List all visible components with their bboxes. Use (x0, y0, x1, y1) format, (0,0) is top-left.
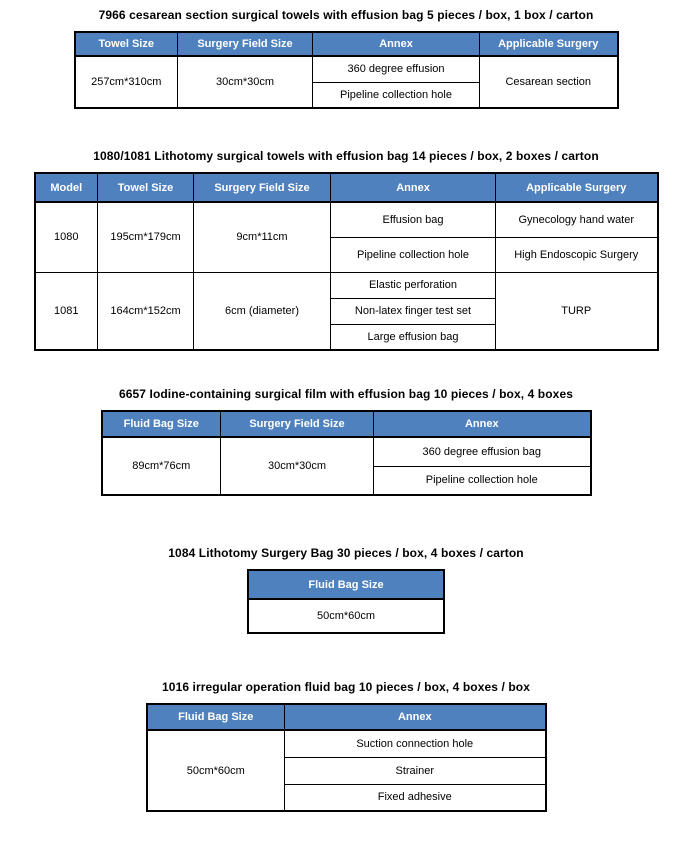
table-cell: Effusion bag (331, 202, 496, 237)
table-row (75, 56, 618, 82)
section-1080-1081 (0, 149, 692, 351)
column-header: Surgery Field Size (221, 411, 374, 437)
column-header: Annex (285, 704, 546, 730)
table-row (102, 437, 591, 466)
spec-table-1084 (247, 569, 445, 634)
table-cell: High Endoscopic Surgery (496, 237, 658, 272)
section-1016 (0, 680, 692, 812)
table-cell: Suction connection hole (285, 730, 546, 757)
table-cell: 1080 (35, 202, 98, 272)
table-cell: 50cm*60cm (147, 730, 285, 811)
table-cell: 30cm*30cm (178, 56, 313, 108)
table-cell: Pipeline collection hole (313, 82, 480, 108)
column-header: Surgery Field Size (194, 173, 331, 202)
section-title-1084: 1084 Lithotomy Surgery Bag 30 pieces / box, 4 boxes / carton (168, 546, 524, 560)
table-cell: 360 degree effusion bag (374, 437, 591, 466)
column-header: Annex (331, 173, 496, 202)
table-cell: 9cm*11cm (194, 202, 331, 272)
table-cell: Strainer (285, 757, 546, 784)
table-cell: Non-latex finger test set (331, 298, 496, 324)
table-cell: 164cm*152cm (98, 272, 194, 350)
column-header: Towel Size (75, 32, 178, 56)
section-6657 (0, 387, 692, 496)
table-cell: 257cm*310cm (75, 56, 178, 108)
table-cell: Pipeline collection hole (331, 237, 496, 272)
column-header: Fluid Bag Size (147, 704, 285, 730)
table-cell: Large effusion bag (331, 324, 496, 350)
column-header: Towel Size (98, 173, 194, 202)
spec-table-6657 (101, 410, 592, 496)
spec-table-1016 (146, 703, 547, 812)
column-header: Fluid Bag Size (248, 570, 444, 599)
section-title-1080-1081: 1080/1081 Lithotomy surgical towels with effusion bag 14 pieces / box, 2 boxes / carton (93, 149, 599, 163)
table-cell: 30cm*30cm (221, 437, 374, 495)
table-cell: 195cm*179cm (98, 202, 194, 272)
column-header: Annex (313, 32, 480, 56)
table-cell: 6cm (diameter) (194, 272, 331, 350)
section-title-6657: 6657 Iodine-containing surgical film with effusion bag 10 pieces / box, 4 boxes (118, 387, 573, 401)
table-row (147, 730, 546, 757)
table-row (35, 202, 658, 237)
table-cell: Cesarean section (480, 56, 618, 108)
column-header: Model (35, 173, 98, 202)
table-cell: Fixed adhesive (285, 784, 546, 811)
table-cell: 360 degree effusion (313, 56, 480, 82)
column-header: Applicable Surgery (480, 32, 618, 56)
section-title-1016: 1016 irregular operation fluid bag 10 pieces / box, 4 boxes / box (162, 680, 530, 694)
header-row (248, 570, 444, 599)
table-row (35, 272, 658, 298)
column-header: Surgery Field Size (178, 32, 313, 56)
table-cell: Pipeline collection hole (374, 466, 591, 495)
spec-table-1080-1081 (34, 172, 659, 351)
table-cell: Gynecology hand water (496, 202, 658, 237)
column-header: Applicable Surgery (496, 173, 658, 202)
spec-table-7966 (74, 31, 619, 109)
column-header: Annex (374, 411, 591, 437)
header-row (147, 704, 546, 730)
table-cell: Elastic perforation (331, 272, 496, 298)
header-row (35, 173, 658, 202)
table-cell: 1081 (35, 272, 98, 350)
column-header: Fluid Bag Size (102, 411, 221, 437)
section-7966 (0, 8, 692, 109)
table-cell: 89cm*76cm (102, 437, 221, 495)
header-row (102, 411, 591, 437)
section-title-7966: 7966 cesarean section surgical towels with effusion bag 5 pieces / box, 1 box / carton (98, 8, 594, 22)
table-cell: TURP (496, 272, 658, 350)
table-row (248, 599, 444, 633)
header-row (75, 32, 618, 56)
table-cell: 50cm*60cm (248, 599, 444, 633)
section-1084 (0, 546, 692, 634)
